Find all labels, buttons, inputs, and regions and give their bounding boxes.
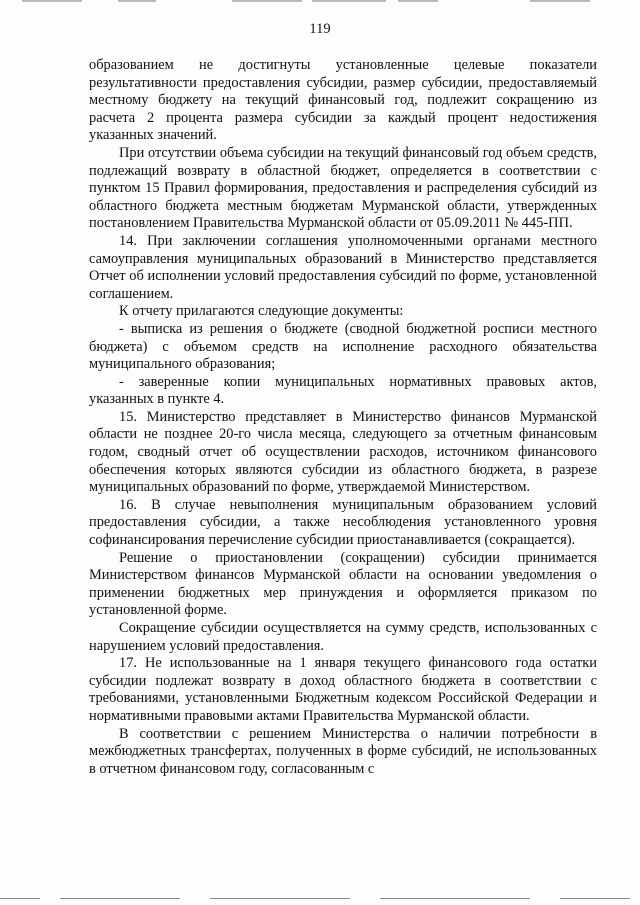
- scan-artifact-top: [0, 0, 640, 4]
- page-number: 119: [309, 21, 331, 37]
- paragraph-7: 15. Министерство представляет в Министерство финансов Мурманской области не позднее 20-го числа месяца, следующего за отчетным финансовым годом, сводный отчет об осуществлении расходов, источником финансового обеспечения которых являются субсидии из областного бюджета, в разрезе муниципальных образований по форме, утверждаемой Министерством.: [89, 408, 597, 496]
- scan-artifact-bottom: [0, 898, 640, 901]
- paragraph-4: К отчету прилагаются следующие документы:: [119, 303, 404, 320]
- paragraph-10: Сокращение субсидии осуществляется на сумму средств, использованных с нарушением условий предоставления.: [89, 620, 597, 654]
- paragraph-12: В соответствии с решением Министерства о наличии потребности в межбюджетных трансфертах, полученных в форме субсидий, не использованных в отчетном финансовом году, согласованным с: [89, 725, 597, 777]
- paragraph-6: - заверенные копии муниципальных нормативных правовых актов, указанных в пункте 4.: [89, 373, 597, 408]
- paragraph-11: 17. Не использованные на 1 января текущего финансового года остатки субсидии подлежат возврату в доход областного бюджета в соответствии с требованиями, установленными Бюджетным кодексом Российской Федерации и нормативными правовыми актами Правительства Мурманской области.: [89, 655, 597, 724]
- paragraph-3: 14. При заключении соглашения уполномоченными органами местного самоуправления муниципальных образований в Министерство представляется Отчет об исполнении условий предоставления субсидий по форме, установленной соглашением.: [89, 232, 597, 302]
- document-body: [89, 57, 597, 778]
- paragraph-1: образованием не достигнуты установленные целевые показатели результативности предоставления субсидии, размер субсидии, предоставляемый местному бюджету на текущий финансовый год, подлежит сокращению из расчета 2 процента размера субсидии за каждый процент недостижения указанных значений.: [89, 57, 597, 144]
- paragraph-2: При отсутствии объема субсидии на текущий финансовый год объем средств, подлежащий возврату в областной бюджет, определяется в соответствии с пунктом 15 Правил формирования, предоставления и распределения субсидий из областного бюджета местным бюджетам Мурманской области, утвержденных постановлением Правительства Мурманской области от 05.09.2011 № 445-ПП.: [89, 144, 597, 232]
- paragraph-5: - выписка из решения о бюджете (сводной бюджетной росписи местного бюджета) с объемом средств на исполнение расходного обязательства муниципального образования;: [89, 320, 597, 373]
- paragraph-8: 16. В случае невыполнения муниципальным образованием условий предоставления субсидии, а также несоблюдения установленного уровня софинансирования перечисление субсидии приостанавливается (сокращается).: [89, 496, 597, 549]
- paragraph-9: Решение о приостановлении (сокращении) субсидии принимается Министерством финансов Мурманской области на основании уведомления о применении бюджетных мер принуждения и оформляется приказом по установленной форме.: [89, 549, 597, 619]
